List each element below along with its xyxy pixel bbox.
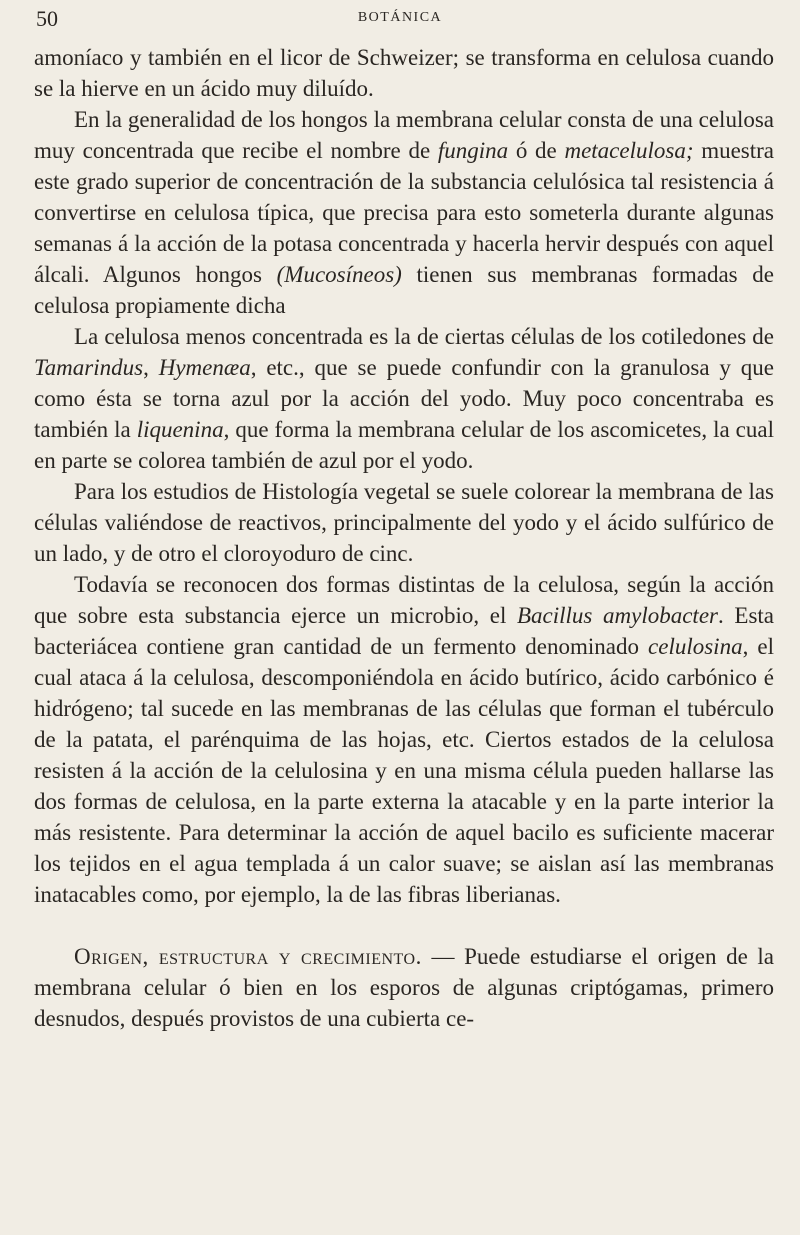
text-run: Para los estudios de Histología vegetal se suele colorear la membrana de las células valiéndose de reactivos, principalmente del yodo y el ácido sulfúrico de un lado, y de otro el cloroyoduro de cinc. [34,479,774,566]
italic-term: liquenina [136,417,224,442]
italic-term: Tamarindus [34,355,144,380]
page-header [0,6,800,30]
italic-term: Bacillus amylobacter [517,603,718,628]
text-run: Todavía se reconocen dos formas distintas de la celulosa, según la acción que sobre esta substancia ejerce un microbio, el [34,572,774,628]
italic-term: metacelulosa; [564,138,694,163]
text-run: , el cual ataca á la celulosa, descomponiéndola en ácido butírico, ácido carbónico é hidrógeno; tal sucede en las membranas de las células que forman el tubérculo de la patata, el parénquima de las hojas, etc. Ciertos estados de la celulosa resisten á la acción de la celulosina y en una misma célula pueden hallarse las dos formas de celulosa, en la parte externa la atacable y en la parte interior la más resistente. Para determinar la acción de aquel bacilo es suficiente macerar los tejidos en el agua templada á un calor suave; se aislan así las membranas inatacables como, por ejemplo, la de las fibras liberianas. [34,634,774,907]
text-run: tienen sus membranas formadas de celulosa propiamente dicha [34,262,774,318]
body-text [34,42,774,1034]
paragraph [34,569,774,910]
paragraph [34,42,774,104]
running-title: BOTÁNICA [357,10,443,25]
italic-term: (Mucosíneos) [276,262,402,287]
italic-term: Hymenæa [158,355,251,380]
text-run: ó de [508,138,565,163]
section-lead-in: Origen, estructura y crecimiento. [74,944,422,969]
text-run: La celulosa menos concentrada es la de ciertas células de los cotiledones de [74,324,774,349]
text-run: muestra este grado superior de concentración de la substancia celulósica tal resistencia á convertirse en celulosa típica, que precisa para esto someterla durante algunas semanas á la acción de la potasa concentrada y hacerla hervir después con aquel álcali. Algunos hongos [34,138,774,287]
text-run: , etc., que se puede confundir con la granulosa y que como ésta se torna azul por la acción del yodo. Muy poco concentraba es también la [34,355,775,442]
text-run: amoníaco y también en el licor de Schweizer; se transforma en celulosa cuando se la hierve en un ácido muy diluído. [34,45,774,101]
text-run: — Puede estudiarse el origen de la membrana celular ó bien en los esporos de algunas criptógamas, primero desnudos, después provistos de una cubierta ce- [34,944,774,1031]
paragraph [34,941,774,1034]
text-run: . Esta bacteriácea contiene gran cantidad de un fermento denominado [34,603,774,659]
text-run: , [143,355,159,380]
page-number: 50 [36,6,58,31]
italic-term: celulosina [648,634,743,659]
paragraph [34,321,774,476]
italic-term: fungina [437,138,509,163]
text-run: En la generalidad de los hongos la membrana celular consta de una celulosa muy concentrada que recibe el nombre de [34,107,774,163]
paragraph [34,476,774,569]
text-run: , que forma la membrana celular de los ascomicetes, la cual en parte se colorea también de azul por el yodo. [34,417,774,473]
paragraph [34,104,774,321]
